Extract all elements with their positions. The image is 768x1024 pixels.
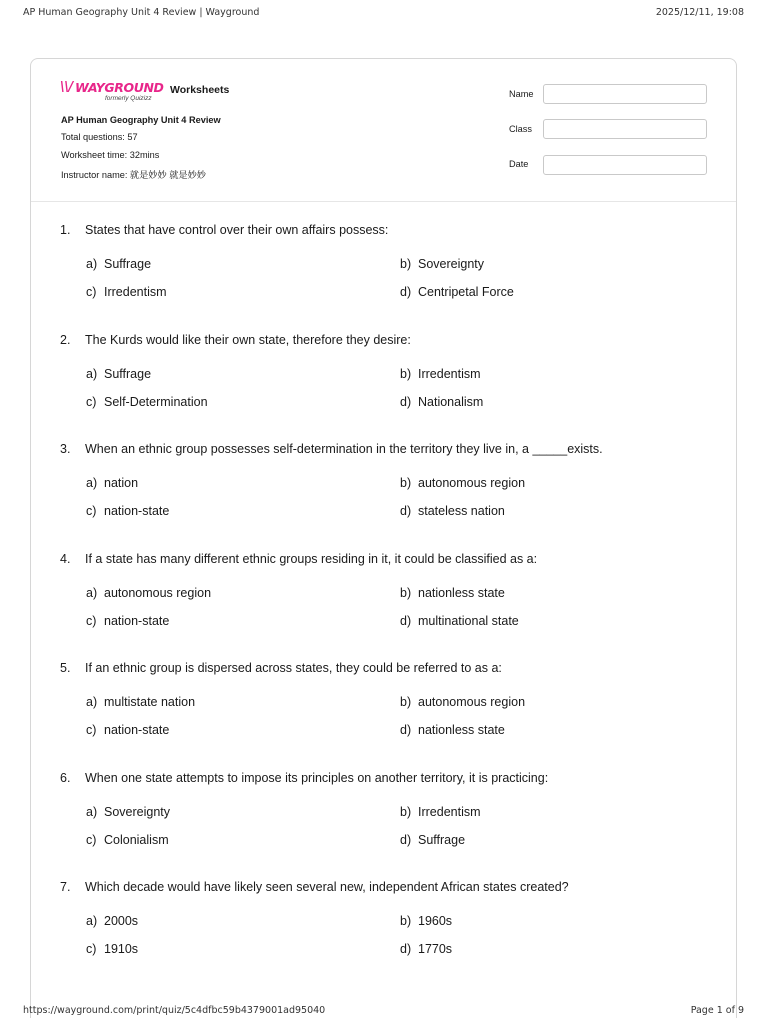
option-text: Suffrage <box>104 257 152 271</box>
option-letter: d) <box>400 942 412 956</box>
option-c <box>86 942 138 956</box>
question-item <box>31 223 736 333</box>
question-text: States that have control over their own affairs possess: <box>85 223 389 237</box>
question-number: 2. <box>60 332 71 347</box>
option-a <box>86 805 170 819</box>
question-item <box>31 442 736 552</box>
option-letter: d) <box>400 613 412 628</box>
option-letter: c) <box>86 942 97 956</box>
worksheet-time: Worksheet time: 32mins <box>61 150 160 160</box>
question-text: Which decade would have likely seen several new, independent African states created? <box>85 880 569 894</box>
option-letter: a) <box>86 476 98 490</box>
option-letter: a) <box>86 914 98 928</box>
option-text: multistate nation <box>104 695 196 709</box>
question-item <box>31 333 736 443</box>
option-letter: c) <box>86 613 97 628</box>
option-text: nation <box>104 476 139 490</box>
wayground-logo <box>60 80 164 106</box>
option-letter: d) <box>400 723 412 737</box>
page-number: Page 1 of 9 <box>690 1005 744 1016</box>
question-number: 5. <box>60 661 71 675</box>
option-letter: c) <box>86 285 97 299</box>
option-text: Nationalism <box>418 394 484 409</box>
date-field[interactable] <box>543 155 707 175</box>
question-number: 1. <box>60 223 71 237</box>
option-text: multinational state <box>418 613 519 628</box>
option-letter: c) <box>86 723 97 737</box>
option-text: autonomous region <box>418 476 526 490</box>
option-b <box>400 695 525 709</box>
logo-mark-icon: \\/ <box>60 80 73 95</box>
option-a <box>86 257 151 271</box>
option-b <box>400 257 484 271</box>
option-letter: a) <box>86 257 98 271</box>
option-letter: d) <box>400 394 412 409</box>
option-a <box>86 695 195 709</box>
option-text: Self-Determination <box>104 394 208 409</box>
question-text: The Kurds would like their own state, therefore they desire: <box>85 332 411 347</box>
question-number: 3. <box>60 442 71 456</box>
question-text: If an ethnic group is dispersed across states, they could be referred to as a: <box>85 661 502 675</box>
question-item <box>31 771 736 881</box>
worksheet-sheet <box>30 58 737 1018</box>
option-letter: c) <box>86 832 97 847</box>
question-number: 6. <box>60 770 71 785</box>
logo-subtitle: formerly Quizizz <box>105 95 152 102</box>
print-page-title: AP Human Geography Unit 4 Review | Wayground <box>23 7 260 18</box>
option-b <box>400 367 481 381</box>
question-item <box>31 552 736 662</box>
option-text: autonomous region <box>104 585 212 600</box>
logo-wordmark: WAYGROUND <box>75 80 164 95</box>
option-a <box>86 476 138 490</box>
option-text: 1910s <box>104 942 139 956</box>
option-text: 2000s <box>104 914 139 928</box>
class-field[interactable] <box>543 119 707 139</box>
option-b <box>400 805 481 819</box>
class-label: Class <box>509 124 532 134</box>
option-letter: b) <box>400 804 412 819</box>
option-c <box>86 285 167 299</box>
option-text: Irredentism <box>418 366 481 381</box>
worksheet-title: AP Human Geography Unit 4 Review <box>61 115 221 125</box>
question-item <box>31 880 736 990</box>
option-letter: d) <box>400 504 412 518</box>
option-text: Sovereignty <box>418 257 485 271</box>
option-c <box>86 504 169 518</box>
option-d <box>400 504 505 518</box>
question-text: When an ethnic group possesses self-determination in the territory they live in, a _____exists. <box>85 442 603 456</box>
option-text: 1960s <box>418 914 453 928</box>
question-text: When one state attempts to impose its principles on another territory, it is practicing: <box>85 770 549 785</box>
print-url: https://wayground.com/print/quiz/5c4dfbc59b4379001ad95040 <box>23 1005 326 1016</box>
question-number: 7. <box>60 880 71 894</box>
option-b <box>400 476 525 490</box>
option-letter: b) <box>400 695 412 709</box>
option-text: nation-state <box>104 613 170 628</box>
option-letter: b) <box>400 257 412 271</box>
option-text: Irredentism <box>104 285 167 299</box>
option-b <box>400 586 505 600</box>
option-text: nationless state <box>418 585 505 600</box>
name-field[interactable] <box>543 84 707 104</box>
question-number: 4. <box>60 551 71 566</box>
option-text: 1770s <box>418 942 453 956</box>
option-a <box>86 367 151 381</box>
option-letter: a) <box>86 804 98 819</box>
option-text: Suffrage <box>418 832 466 847</box>
option-text: nation-state <box>104 504 170 518</box>
option-d <box>400 285 514 299</box>
option-letter: b) <box>400 585 412 600</box>
option-b <box>400 914 452 928</box>
total-questions: Total questions: 57 <box>61 132 138 142</box>
option-d <box>400 614 519 628</box>
worksheet-header <box>31 59 736 202</box>
option-c <box>86 723 169 737</box>
option-text: Colonialism <box>104 832 169 847</box>
option-letter: a) <box>86 366 98 381</box>
option-letter: c) <box>86 504 97 518</box>
option-text: autonomous region <box>418 695 526 709</box>
question-list <box>31 223 736 990</box>
option-letter: b) <box>400 914 412 928</box>
question-item <box>31 661 736 771</box>
name-label: Name <box>509 89 534 99</box>
option-c <box>86 395 208 409</box>
option-letter: b) <box>400 476 412 490</box>
section-label: Worksheets <box>170 84 230 96</box>
option-text: Centripetal Force <box>418 285 514 299</box>
instructor-name: Instructor name: 就是妙妙 就是妙妙 <box>61 170 206 180</box>
option-text: Irredentism <box>418 804 481 819</box>
option-text: stateless nation <box>418 504 505 518</box>
option-d <box>400 942 452 956</box>
option-letter: d) <box>400 285 412 299</box>
option-d <box>400 395 483 409</box>
print-datetime: 2025/12/11, 19:08 <box>655 7 744 18</box>
option-text: Suffrage <box>104 366 152 381</box>
option-a <box>86 586 211 600</box>
print-footer <box>0 1000 768 1024</box>
date-label: Date <box>509 159 529 169</box>
option-a <box>86 914 138 928</box>
option-letter: a) <box>86 585 98 600</box>
option-letter: b) <box>400 366 412 381</box>
option-c <box>86 614 169 628</box>
option-text: nation-state <box>104 723 170 737</box>
question-text: If a state has many different ethnic groups residing in it, it could be classified as a: <box>85 551 538 566</box>
option-letter: d) <box>400 832 412 847</box>
option-d <box>400 833 465 847</box>
option-letter: c) <box>86 394 97 409</box>
option-text: Sovereignty <box>104 804 171 819</box>
option-d <box>400 723 505 737</box>
option-text: nationless state <box>418 723 505 737</box>
print-header <box>0 0 768 24</box>
option-letter: a) <box>86 695 98 709</box>
option-c <box>86 833 169 847</box>
